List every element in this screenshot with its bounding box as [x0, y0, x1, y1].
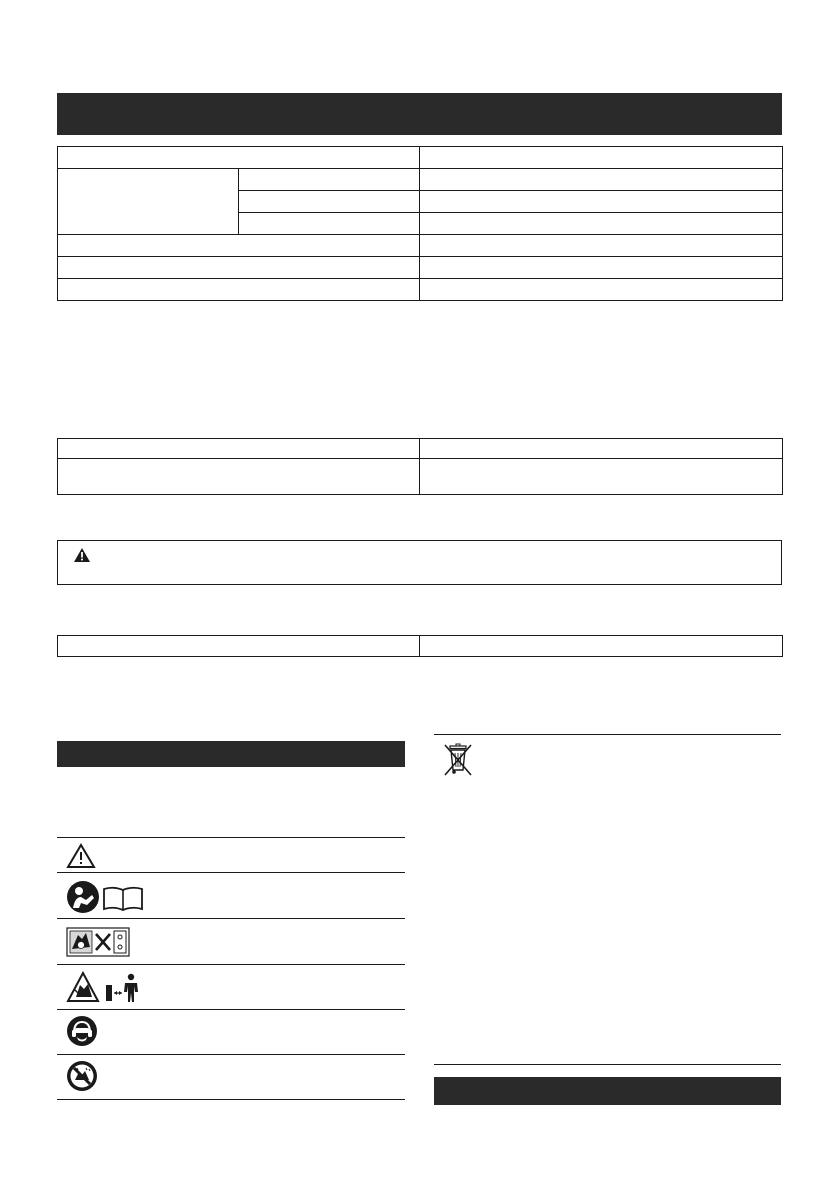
spec-value	[420, 213, 783, 235]
wear-eye-ear-protection-icon	[66, 1015, 98, 1047]
keep-hands-away-icon	[66, 927, 130, 957]
table-row	[58, 147, 783, 169]
divider	[57, 837, 405, 838]
read-manual-icon	[66, 880, 146, 914]
spec-value	[420, 279, 783, 301]
vibration-table	[57, 635, 783, 657]
vibration-value	[420, 636, 783, 657]
divider	[57, 964, 405, 965]
spec-value	[420, 191, 783, 213]
divider	[434, 1064, 781, 1065]
symbol-row	[66, 925, 136, 959]
spec-sublabel	[239, 213, 420, 235]
table-row	[58, 279, 783, 301]
spec-value	[420, 257, 783, 279]
warning-box	[57, 540, 782, 585]
symbol-row	[66, 1014, 104, 1048]
symbol-row	[66, 1059, 104, 1093]
divider	[57, 1009, 405, 1010]
noise-value	[420, 459, 783, 495]
spec-value	[420, 147, 783, 169]
spec-label	[58, 257, 420, 279]
section-header-bar	[57, 93, 782, 135]
caution-triangle-icon	[66, 843, 96, 869]
noise-table	[57, 438, 783, 495]
noise-label	[58, 459, 420, 495]
symbol-row	[66, 970, 152, 1006]
spec-label	[58, 169, 239, 235]
symbol-row	[66, 839, 102, 873]
divider	[434, 734, 781, 735]
table-row	[58, 169, 783, 191]
crossed-bin-icon	[440, 741, 476, 777]
symbol-row	[66, 878, 152, 916]
noise-label	[58, 439, 420, 459]
symbols-section-header	[57, 741, 405, 767]
specifications-table	[57, 146, 783, 301]
table-row	[58, 235, 783, 257]
table-row	[58, 459, 783, 495]
divider	[57, 1054, 405, 1055]
vibration-label	[58, 636, 420, 657]
no-rain-exposure-icon	[66, 1060, 98, 1092]
spec-value	[420, 235, 783, 257]
spec-sublabel	[239, 191, 420, 213]
divider	[57, 918, 405, 919]
spec-sublabel	[239, 169, 420, 191]
right-section-header	[434, 1077, 781, 1105]
spec-label	[58, 235, 420, 257]
table-row	[58, 257, 783, 279]
spec-label	[58, 147, 420, 169]
bystander-distance-icon	[66, 971, 146, 1005]
table-row	[58, 636, 783, 657]
divider	[57, 872, 405, 873]
divider	[57, 1099, 405, 1100]
warning-icon	[74, 548, 90, 562]
spec-label	[58, 279, 420, 301]
noise-value	[420, 439, 783, 459]
spec-value	[420, 169, 783, 191]
table-row	[58, 439, 783, 459]
